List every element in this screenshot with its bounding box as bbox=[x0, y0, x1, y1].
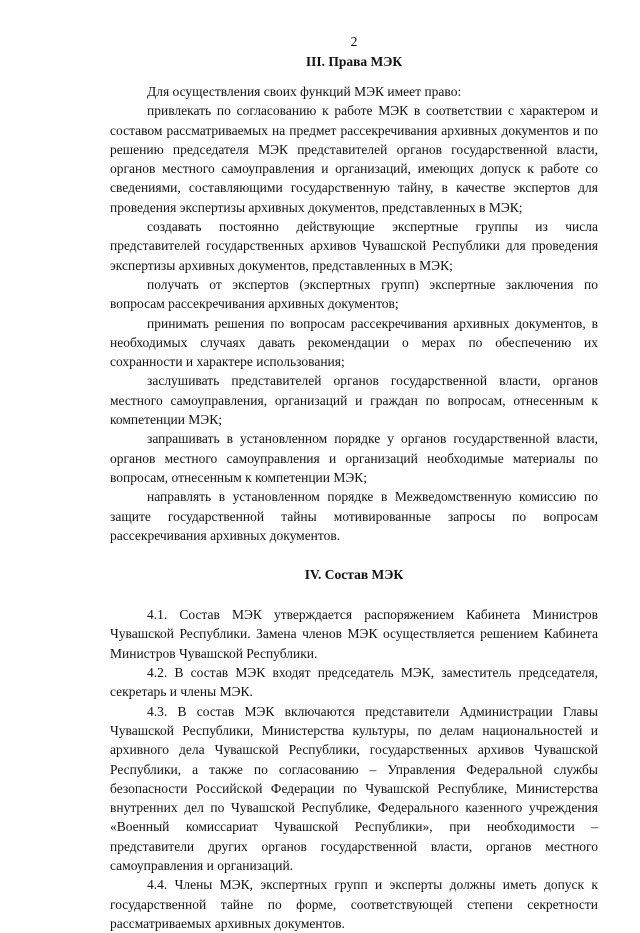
section-4-paragraph: 4.2. В состав МЭК входят председатель МЭК, заместитель председателя, секретарь и члены МЭК. bbox=[110, 665, 598, 700]
section-3-body bbox=[110, 82, 598, 545]
section-3-paragraph: заслушивать представителей органов государственной власти, органов местного самоуправления, организаций и граждан по вопросам, отнесенным к компетенции МЭК; bbox=[110, 373, 598, 428]
section-3-paragraph: принимать решения по вопросам рассекречивания архивных документов, в необходимых случаях давать рекомендации о мерах по обеспечению их сохранности и характере использования; bbox=[110, 315, 598, 370]
section-4-paragraph: 4.3. В состав МЭК включаются представители Администрации Главы Чувашской Республики, Министерства культуры, по делам национальностей и архивного дела Чувашской Республики, государственных архивов Чувашской Республики, а также по согласованию – Управления Федеральной службы безопасности Российской Федерации по Чувашской Республике, Министерства внутренних дел по Чувашской Республике, Федерального казенного учреждения «Военный комиссариат Чувашской Республики», при необходимости – представители других органов государственной власти, органов местного самоуправления и организаций. bbox=[110, 703, 598, 873]
section-4-paragraph: 4.1. Состав МЭК утверждается распоряжением Кабинета Министров Чувашской Республики. Замена членов МЭК осуществляется решением Кабинета Министров Чувашской Республики. bbox=[110, 607, 598, 661]
section-4-body bbox=[110, 605, 598, 933]
section-3-paragraph: привлекать по согласованию к работе МЭК в соответствии с характером и составом рассматриваемых на предмет рассекречивания архивных документов и по решению председателя МЭК представителей органов государственной власти, органов местного самоуправления и организаций, имеющих допуск к работе со сведениями, составляющими государственную тайну, в качестве экспертов для проведения экспертизы архивных документов, представленных в МЭК; bbox=[110, 103, 598, 215]
section-3-paragraph: создавать постоянно действующие экспертные группы из числа представителей государственных архивов Чувашской Республики для проведения экспертизы архивных документов, представленных в МЭК; bbox=[110, 219, 598, 273]
section-3-paragraph: Для осуществления своих функций МЭК имеет право: bbox=[147, 84, 462, 99]
section-4-title: IV. Состав МЭК bbox=[304, 567, 404, 583]
section-3-paragraph: получать от экспертов (экспертных групп) экспертные заключения по вопросам рассекречивания архивных документов; bbox=[110, 276, 598, 312]
section-4-paragraph: 4.4. Члены МЭК, экспертных групп и эксперты должны иметь допуск к государственной тайне по форме, соответствующей степени секретности рассматриваемых архивных документов. bbox=[110, 877, 598, 931]
page-number: 2 bbox=[350, 34, 358, 49]
section-3-paragraph: направлять в установленном порядке в Межведомственную комиссию по защите государственной тайны мотивированные запросы по вопросам рассекречивания архивных документов. bbox=[110, 489, 598, 543]
document-page bbox=[110, 34, 598, 933]
section-3-title: III. Права МЭК bbox=[305, 54, 403, 69]
section-3-paragraph: запрашивать в установленном порядке у органов государственной власти, органов местного самоуправления и организаций необходимые материалы по вопросам, отнесенным к компетенции МЭК; bbox=[110, 431, 598, 485]
